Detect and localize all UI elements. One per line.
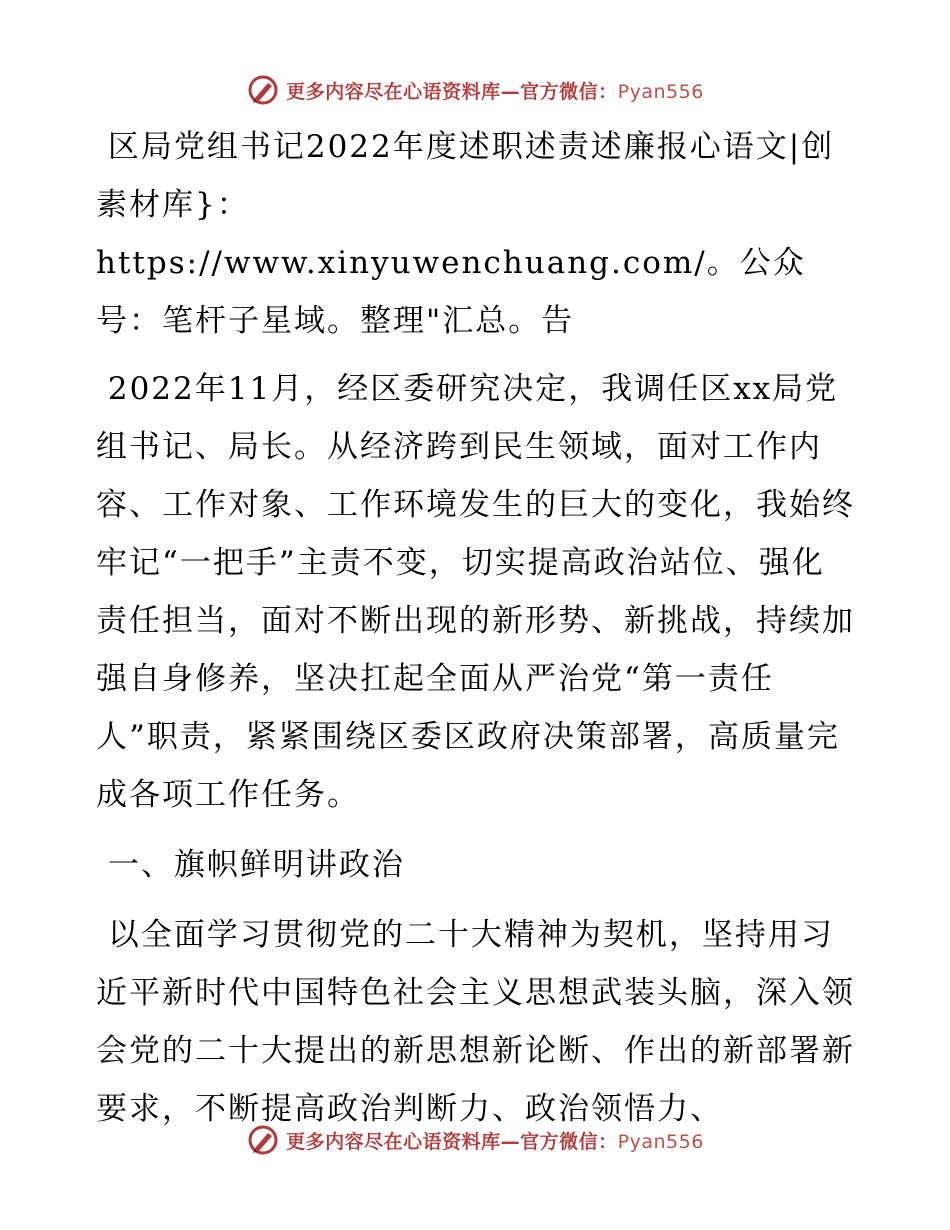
wechat-id: Pyan556 [617,1130,704,1153]
banner-text [286,1127,704,1154]
paragraph-intro: 2022年11月，经区委研究决定，我调任区xx局党组书记、局长。从经济跨到民生领域，面对工作内容、工作对象、工作环境发生的巨大的变化，我始终牢记“一把手”主责不变，切实提高政治站位、强化责任担当，面对不断出现的新形势、新挑战，持续加强自身修养，坚决扛起全面从严治党“第一责任人”职责，紧紧围绕区委区政府决策部署，高质量完成各项工作任务。 [96,371,855,813]
pen-logo-icon [246,73,280,107]
banner-text [286,77,704,104]
section-heading: 一、旗帜鲜明讲政治 [96,847,405,883]
header-banner [0,70,950,110]
banner-slogan: 更多内容尽在心语资料库—官方微信： [286,80,618,103]
paragraph-section-one: 以全面学习贯彻党的二十大精神为契机，坚持用习近平新时代中国特色社会主义思想武装头脑，深入领会党的二十大提出的新思想新论断、作出的新部署新要求，不断提高政治判断力、政治领悟力、 [96,917,855,1127]
wechat-id: Pyan556 [617,80,704,103]
footer-banner [0,1120,950,1160]
document-title: 区局党组书记2022年度述职述责述廉报心语文|创素材库}：https://www.xinyuwenchuang.com/。公众号：笔杆子星域。整理"汇总。告 [96,129,835,339]
document-body [96,118,856,1138]
banner-slogan: 更多内容尽在心语资料库—官方微信： [286,1130,618,1153]
pen-logo-icon [246,1123,280,1157]
